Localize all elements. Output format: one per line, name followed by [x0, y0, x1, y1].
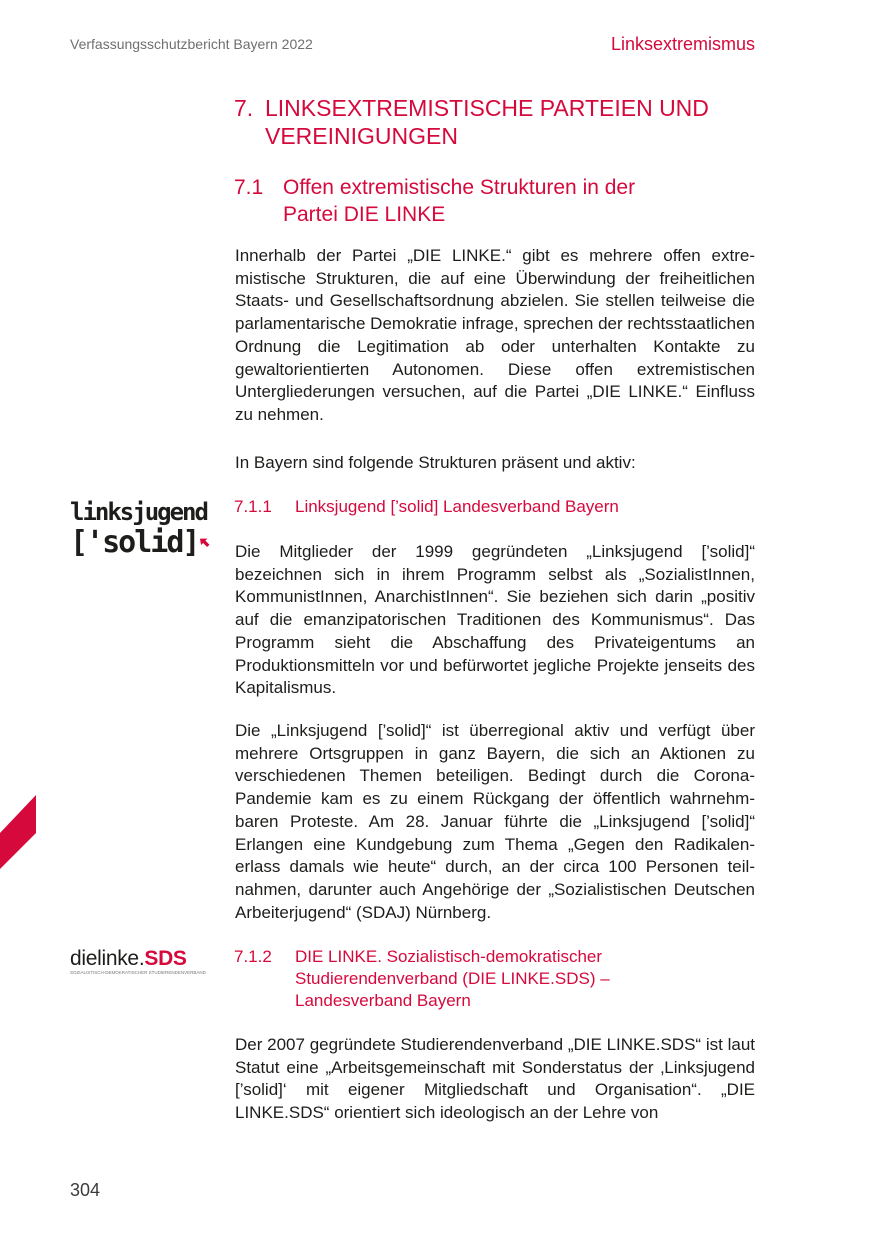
subsection-heading-7-1-2: [234, 946, 774, 1012]
chapter-title-line2: VEREINIGUNGEN: [265, 123, 458, 149]
section-number: 7.1: [234, 176, 264, 199]
subsection-title-line3: Landesverband Bayern: [295, 991, 471, 1010]
chapter-heading: [234, 94, 774, 150]
solid-logo-text: ['solid]: [70, 525, 199, 560]
page-number: 304: [70, 1180, 101, 1200]
subsection-title: Linksjugend [’solid] Landesverband Bayern: [295, 497, 619, 516]
subsection-title-line1: DIE LINKE. Sozialistisch-demokratischer: [295, 947, 603, 966]
arrow-icon: [199, 527, 211, 559]
running-header-title: Verfassungsschutzbericht Bayern 2022: [70, 36, 313, 52]
running-header-chapter: Linksextremismus: [610, 34, 755, 54]
subsection-number: 7.1.1: [234, 497, 272, 516]
dielinke-sds-logo: [70, 948, 210, 976]
dielinke-logo-text: dielinke.: [70, 947, 145, 970]
chapter-number: 7.: [234, 95, 254, 121]
intro-list-lead: In Bayern sind folgende Strukturen präsent und aktiv:: [235, 453, 636, 472]
linksjugend-paragraph-1: Die Mitglieder der 1999 gegründeten „Linksjugend [’solid]“ bezeichnen sich in ihrem Programm selbst als „SozialistInnen, KommunistInnen, AnarchistInnen“. Sie beziehen sich darin „positiv auf die emanzipatorischen Traditionen des Kommunismus“. Das Programm sieht die Abschaffung des Privateigentums an Produktionsmitteln vor und befürwortet jegliche Projekte jenseits des Kapitalismus.: [235, 542, 755, 698]
subsection-heading-7-1-1: [234, 496, 774, 518]
linksjugend-logo-text: linksjugend: [70, 498, 207, 526]
section-title-line2: Partei DIE LINKE: [283, 203, 446, 226]
sds-paragraph-1: Der 2007 gegründete Studierendenverband „DIE LINKE.SDS“ ist laut Statut eine „Arbeitsgemeinschaft mit Sonderstatus der ‚Linksjugend [’solid]‘ mit eigener Mitgliedschaft und Organisation“. „DIE LINKE.SDS“ orientiert sich ideologisch an der Lehre von: [235, 1035, 755, 1123]
sds-logo-text: SDS: [144, 947, 187, 970]
sds-logo-subline: SOZIALISTISCH-DEMOKRATISCHER STUDIERENDENVERBAND: [70, 970, 206, 975]
side-accent-shape: [0, 795, 36, 869]
linksjugend-paragraph-2: Die „Linksjugend [’solid]“ ist überregional aktiv und verfügt über mehrere Ortsgruppen in ganz Bayern, die sich an Aktionen zu verschiedenen Themen beteiligen. Bedingt durch die Corona-Pandemie kam es zu einem Rückgang der öffentlich wahrnehmbaren Proteste. Am 28. Januar führte die „Linksjugend [’solid]“ Erlangen eine Kundgebung zum Thema „Gegen den Radikalenerlass damals wie heute“ durch, an der circa 100 Personen teilnahmen, darunter auch Angehörige der „Sozialistischen Deutschen Arbeiterjugend“ (SDAJ) Nürnberg.: [235, 721, 755, 922]
section-title-line1: Offen extremistische Strukturen in der: [283, 176, 636, 199]
subsection-title-line2: Studierendenverband (DIE LINKE.SDS) –: [295, 969, 610, 988]
linksjugend-solid-logo: [70, 498, 210, 560]
intro-paragraph: Innerhalb der Partei „DIE LINKE.“ gibt es mehrere offen extremistische Strukturen, die auf eine Überwindung der freiheitlichen Staats- und Gesellschaftsordnung abzielen. Sie stellen teilweise die parlamentarische Demokratie infrage, sprechen der rechtsstaatlichen Ordnung die Legitimation ab oder unterhalten Kontakte zu gewaltorientierten Autonomen. Diese offen extremistischen Untergliederungen versuchen, auf die Partei „DIE LINKE.“ Einfluss zu nehmen.: [235, 246, 755, 424]
section-heading: [234, 174, 774, 228]
subsection-number: 7.1.2: [234, 947, 272, 966]
chapter-title-line1: LINKSEXTREMISTISCHE PARTEIEN UND: [265, 95, 709, 121]
